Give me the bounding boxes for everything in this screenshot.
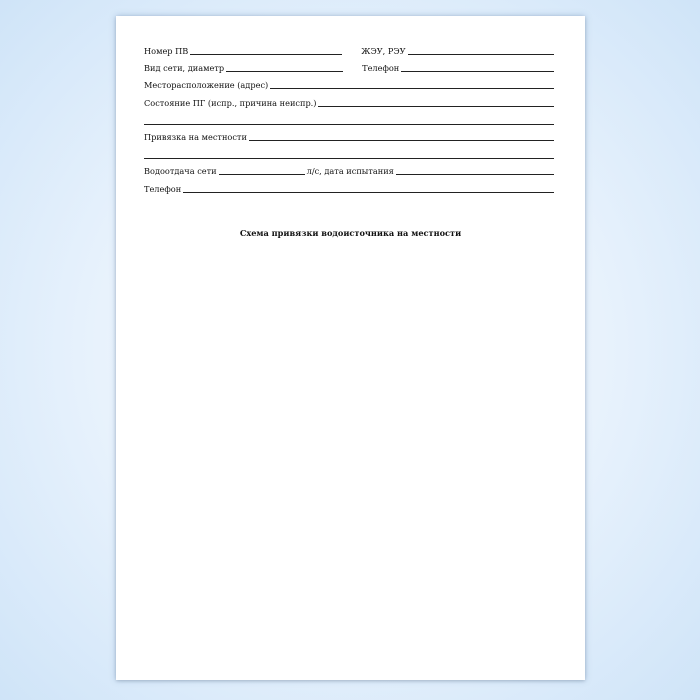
location-blank[interactable] (270, 88, 554, 89)
phone-label-bottom: Телефон (144, 183, 182, 194)
phone-blank-bottom[interactable] (183, 192, 554, 193)
form-row-location (144, 79, 554, 90)
phone-blank-top[interactable] (401, 71, 554, 72)
state-blank-continued[interactable] (144, 114, 554, 125)
number-blank[interactable] (190, 54, 342, 55)
number-label: Номер ПВ (144, 46, 189, 56)
unit-date-label: л/с, дата испытания (306, 166, 394, 177)
scheme-title: Схема привязки водоисточника на местности (239, 228, 462, 238)
form-row-network (144, 62, 554, 73)
flow-blank[interactable] (219, 174, 305, 175)
state-blank[interactable] (318, 106, 554, 107)
state-label: Состояние ПГ (испр., причина неиспр.) (144, 97, 317, 108)
form-row-phone (144, 183, 554, 194)
location-label: Месторасположение (адрес) (144, 80, 269, 91)
binding-blank[interactable] (249, 140, 554, 141)
zheu-blank[interactable] (408, 54, 554, 55)
form-row-flow (144, 165, 554, 176)
network-blank[interactable] (226, 71, 343, 72)
zheu-label: ЖЭУ, РЭУ (361, 46, 406, 56)
form-row-number (144, 45, 554, 56)
test-date-blank[interactable] (396, 174, 554, 175)
flow-label: Водоотдача сети (144, 166, 217, 177)
form-row-binding (144, 131, 554, 142)
binding-label: Привязка на местности (144, 131, 247, 142)
network-label: Вид сети, диаметр (144, 63, 225, 74)
hydrant-form (144, 45, 554, 200)
form-row-state (144, 97, 554, 108)
phone-label-top: Телефон (362, 63, 400, 74)
binding-blank-continued[interactable] (144, 148, 554, 159)
document-page (116, 16, 585, 680)
